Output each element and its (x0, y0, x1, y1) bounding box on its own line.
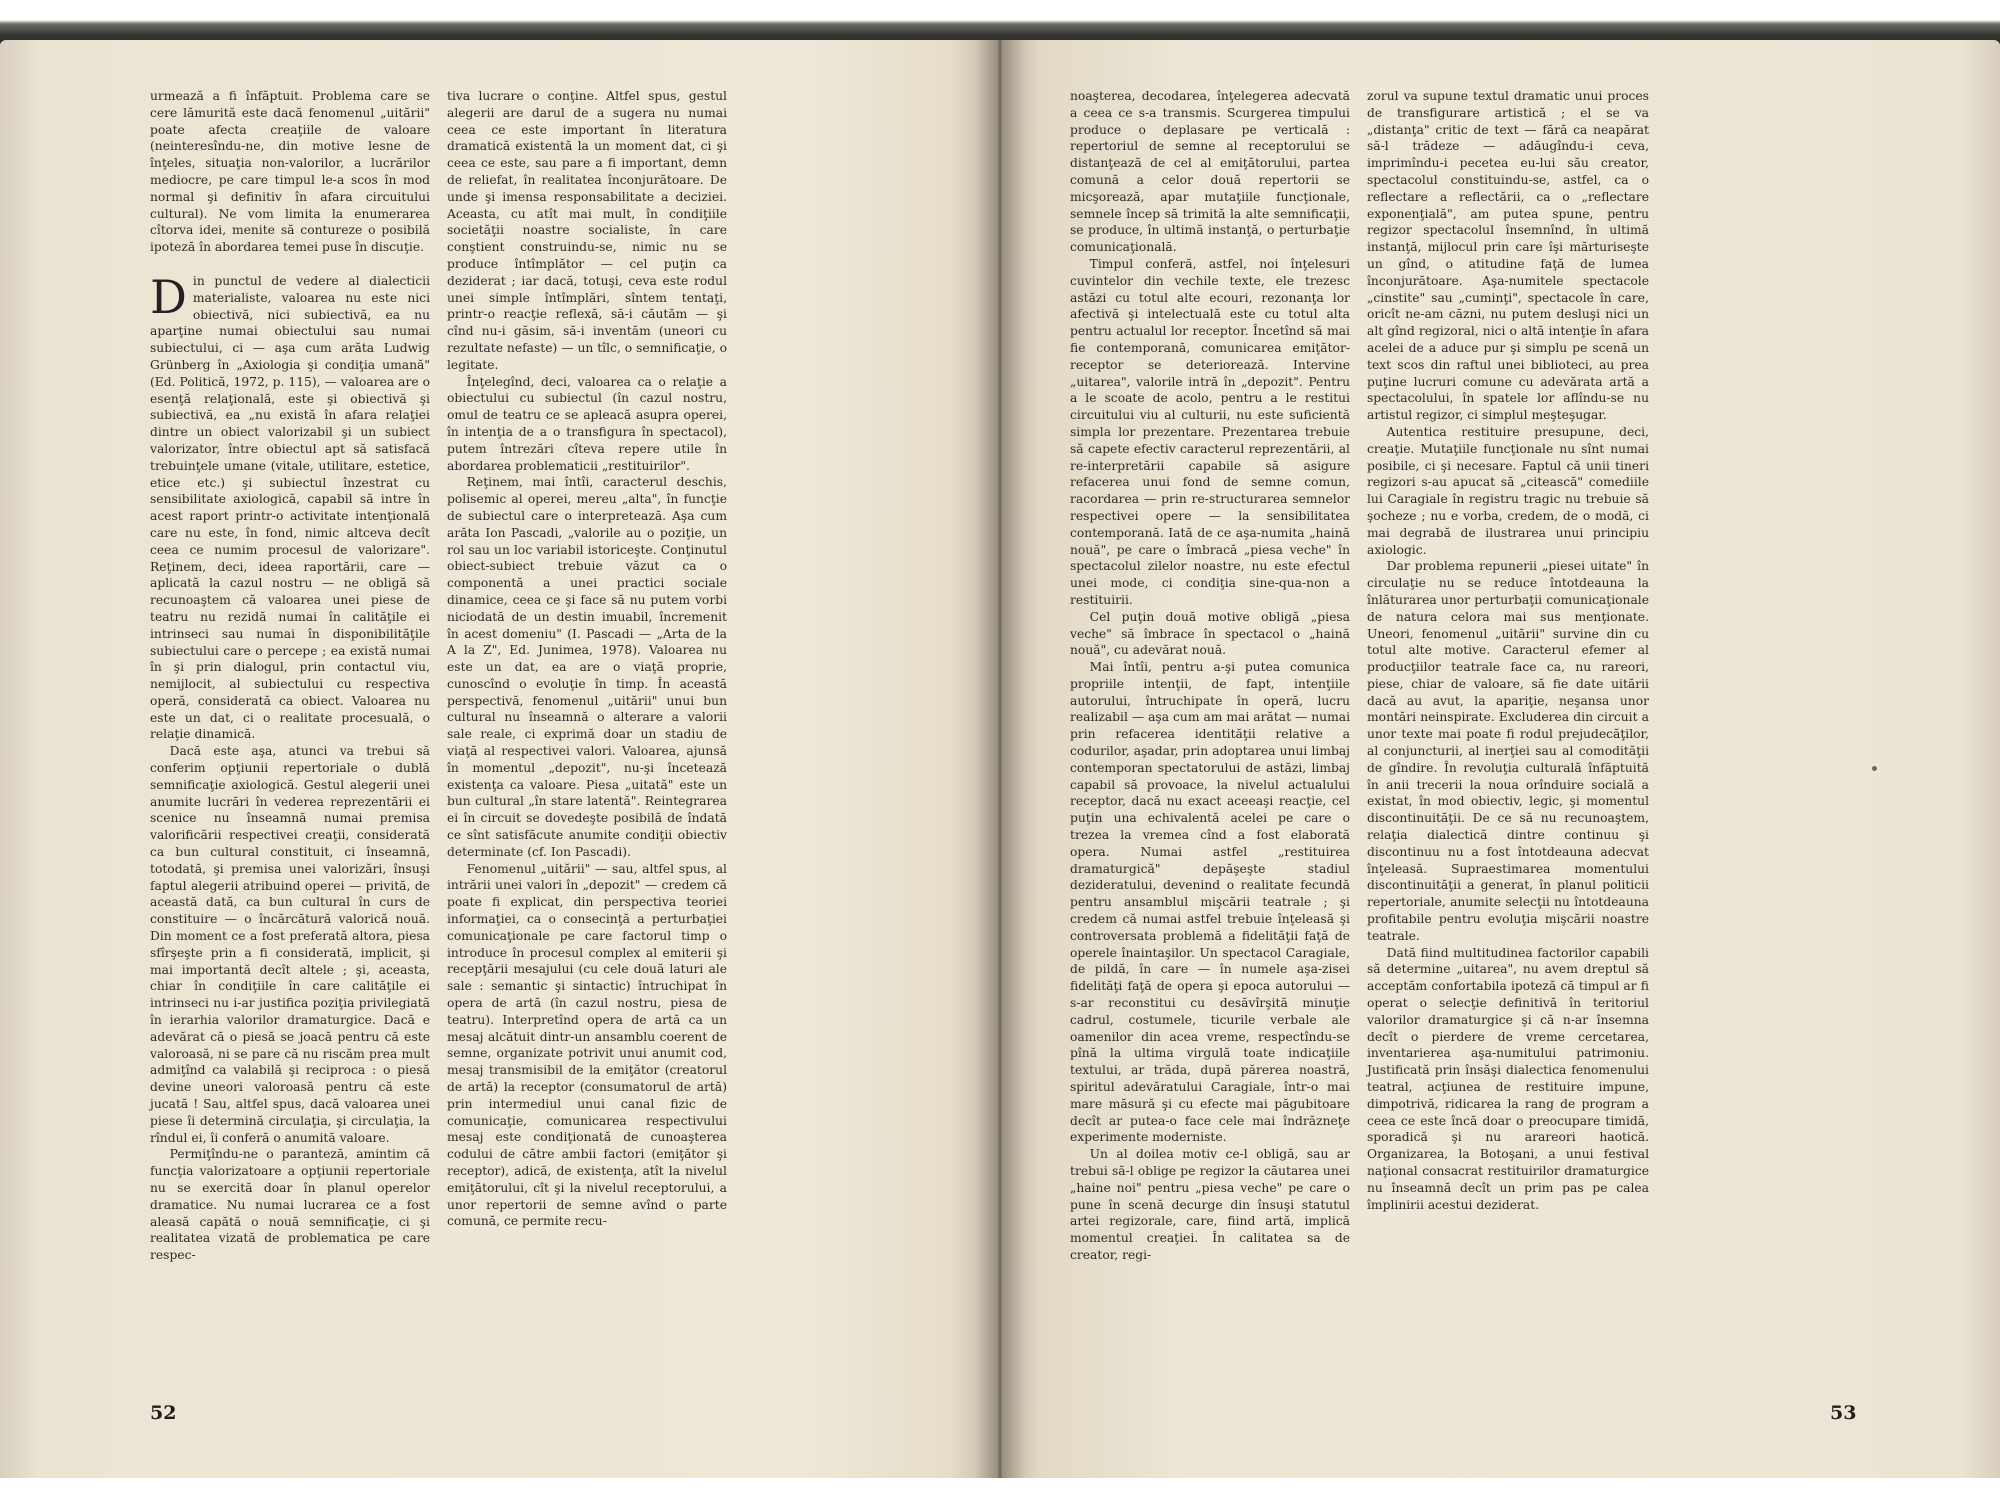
paragraph: Fenomenul „uitării" — sau, altfel spus, al intrării unei valori în „depozit" — credem că poate fi explicat, din perspectiva teoriei informaţiei, ca o consecinţă a perturbaţiei comunicaţionale pe care factorul timp o introduce în procesul complex al emiterii şi recepţării mesajului (cu cele două laturi ale sale : semantic şi sintactic) întruchipat în opera de artă (în cazul nostru, piesa de teatru). Interpretînd opera de artă ca un mesaj alcătuit dintr-un ansamblu coerent de semne, organizate potrivit unui anumit cod, mesaj transmisibil de la emiţător (creatorul de artă) la receptor (consumatorul de artă) prin intermediul unui canal fizic de comunicaţie, comunicarea respectivului mesaj este condiţionată de cunoaşterea codului de către ambii factori (emiţător şi receptor), adică, de existenţa, atît la nivelul emiţătorului, cît şi la nivelul receptorului, a unor repertorii de semne avînd o parte comună, ce permite recu- (447, 861, 727, 1229)
paragraph: noaşterea, decodarea, înţelegerea adecvată a ceea ce s-a transmis. Scurgerea timpului produce o deplasare pe verticală : repertoriul de semne al receptorului se distanţează de cel al emiţătorului, partea comună a celor două repertorii se micşorează, apar mutaţiile funcţionale, semnele încep să trimită la alte semnificaţii, se produce, în ultimă instanţă, o perturbaţie comunicaţională. (1070, 89, 1350, 255)
drop-cap-letter: D (150, 269, 187, 324)
paragraph: tiva lucrare o conţine. Altfel spus, gestul alegerii are darul de a sugera nu numai ceea ce este important în literatura dramatică existentă la un moment dat, ci şi ceea ce este, sau pare a fi important, demn de reliefat, în realitatea înconjurătoare. De unde şi imensa responsabilitate a deciziei. Aceasta, cu atît mai mult, în condiţiile societăţii noastre socialiste, în care conştient construindu-se, nimic nu se produce întîmplător — cel puţin ca deziderat ; iar dacă, totuşi, ceva este rodul unei simple întîmplări, sîntem tentaţi, printr-o reacţie reflexă, să-i căutăm — şi cînd nu-i găsim, să-i inventăm (uneori cu rezultate nefaste) — un tîlc, o semnificaţie, o legitate. (447, 89, 727, 372)
page-number-right: 53 (1830, 1402, 1857, 1424)
paragraph: Dar problema repunerii „piesei uitate" în circulaţie nu se reduce întotdeauna la înlăturarea unor perturbaţii comunicaţionale de natura celora mai sus menţionate. Uneori, fenomenul „uitării" survine din cu totul alte motive. Caracterul efemer al producţiilor teatrale face ca, nu rareori, piese, chiar de valoare, să fie date uitării dacă au avut, la apariţie, neşansa unor montări neinspirate. Excluderea din circuit a unor texte mai poate fi rodul prejudecăţilor, al conjuncturii, al inerţiei sau al comodităţii de gîndire. În revoluţia culturală înfăptuită în anii trecerii la noua orînduire socială a existat, în mod obiectiv, legic, şi momentul discontinuităţii. De ce să nu recunoaştem, relaţia dialectică dintre continuu şi discontinuu nu a fost întotdeauna adecvat înţeleasă. Supraestimarea momentului discontinuităţii a generat, în planul politicii repertoriale, anumite selecţii nu întotdeauna profitabile pentru evoluţia mişcării noastre teatrale. (1367, 559, 1649, 943)
paragraph: Mai întîi, pentru a-şi putea comunica propriile intenţii, de fapt, intenţiile autorului, întruchipate în operă, lucru realizabil — aşa cum am mai arătat — numai prin refacerea identităţii relative a codurilor, aşadar, prin adoptarea unui limbaj contemporan spectatorului de astăzi, limbaj capabil să provoace, la nivelul actualului receptor, dacă nu exact aceeaşi reacţie, cel puţin una echivalentă acelei pe care o trezea la vremea cînd a fost elaborată opera. Numai astfel „restituirea dramaturgică" depăşeşte stadiul dezideratului, devenind o realitate fecundă pentru ansamblul mişcării teatrale ; şi credem că numai astfel trebuie înţeleasă şi controversata problemă a fidelităţii faţă de operele înaintaşilor. Un spectacol Caragiale, de pildă, în care — în numele aşa-zisei fidelităţi faţă de opera şi epoca autorului — s-ar reconstitui cu desăvîrşită minuţie cadrul, costumele, ticurile verbale ale oamenilor din acea vreme, respectîndu-se pînă la ultima virgulă toate indicaţiile textului, ar trăda, după părerea noastră, spiritul adevăratului Caragiale, într-o mai mare măsură şi cu efecte mai păgubitoare decît ar putea-o face cele mai îndrăzneţe experimente moderniste. (1070, 660, 1350, 1145)
page-number-left: 52 (150, 1402, 177, 1424)
paragraph: Reţinem, mai întîi, caracterul deschis, polisemic al operei, mereu „alta", în funcţie de subiectul care o interpretează. Aşa cum arăta Ion Pascadi, „valorile au o poziţie, un rol sau un loc variabil istoriceşte. Conţinutul obiect-subiect trebuie văzut ca o componentă a unei practici sociale dinamice, ceea ce şi face să nu putem vorbi niciodată de un destin imuabil, încremenit în acest domeniu" (I. Pascadi — „Arta de la A la Z", Ed. Junimea, 1978). Valoarea nu este un dat, ea are o viaţă proprie, cunoscînd o evoluţie în timp. În această perspectivă, fenomenul „uitării" unui bun cultural nu înseamnă o alterare a valorii sale reale, ci exprimă doar un stadiu de viaţă al respectivei valori. Valoarea, ajunsă în momentul „depozit", nu-şi încetează existenţa ca valoare. Piesa „uitată" este un bun cultural „în stare latentă". Reintegrarea ei în circuit se dovedeşte posibilă de îndată ce sînt satisfăcute anumite condiţii obiectiv determinate (cf. Ion Pascadi). (447, 475, 727, 859)
left-page-column-1 (150, 88, 430, 1264)
right-page-column-1 (1070, 88, 1350, 1264)
paper-speck (1872, 766, 1877, 771)
paragraph: Cel puţin două motive obligă „piesa veche" să îmbrace în spectacol o „haină nouă", cu adevărat nouă. (1070, 609, 1350, 658)
paragraph-with-dropcap (150, 269, 430, 743)
paragraph: Permiţîndu-ne o paranteză, amintim că funcţia valorizatoare a opţiunii repertoriale nu se exercită doar în planul operelor dramatice. Nu numai lucrarea ce a fost aleasă capătă o nouă semnificaţie, ci şi realitatea vizată de problematica pe care respec- (150, 1147, 430, 1263)
left-page-column-2 (447, 88, 727, 1230)
paragraph: Timpul conferă, astfel, noi înţelesuri cuvintelor din vechile texte, ele trezesc astăzi cu totul alte ecouri, rezonanţa lor afectivă şi intelectuală este cu totul alta pentru actualul lor receptor. Încetînd să mai fie contemporană, comunicarea emiţător-receptor se deteriorează. Intervine „uitarea", valorile intră în „depozit". Pentru a le scoate de acolo, pentru a le restitui circuitului viu al culturii, nu este suficientă simpla lor prezentare. Prezentarea trebuie să capete efectiv caracterul reprezentării, al re-interpretării capabile să asigure refacerea unui fond de semne comun, racordarea — prin re-structurarea semnelor respectivei opere — la sensibilitatea contemporană. Iată de ce aşa-numita „haină nouă", pe care o îmbracă „piesa veche" în spectacolul zilelor noastre, nu este efectul unei mode, ci condiţia sine-qua-non a restituirii. (1070, 256, 1350, 607)
book-cover-edge (0, 0, 2000, 44)
paragraph-text: in punctul de vedere al dialecticii materialiste, valoarea nu este nici obiectivă, nici subiectivă, ea nu aparţine numai obiectului sau numai subiectului, ci — aşa cum arăta Ludwig Grünberg în „Axiologia şi condiţia umană" (Ed. Politică, 1972, p. 115), — valoarea are o esenţă relaţională, este şi obiectivă şi subiectivă, ea „nu există în afara relaţiei dintre un obiect valorizabil şi un subiect valorizator, între obiectul apt să satisfacă trebuinţele umane (vitale, utilitare, estetice, etice etc.) şi subiectul înzestrat cu sensibilitate axiologică, capabil să intre în acest raport printr-o activitate intenţională care nu este, în fond, nimic altceva decît ceea ce numim procesul de valorizare". Reţinem, deci, ideea raportării, care — aplicată la cazul nostru — ne obligă să recunoaştem că valoarea unei piese de teatru nu rezidă numai în calităţile ei intrinseci sau numai în disponibilităţile subiectului care o percepe ; ea există numai în şi prin dialogul, prin contactul viu, nemijlocit, al subiectului cu respectiva operă, considerată ca obiect. Valoarea nu este un dat, ci o realitate procesuală, o relaţie dinamică. (150, 273, 430, 742)
right-page-column-2 (1367, 88, 1649, 1213)
paragraph: zorul va supune textul dramatic unui proces de transfigurare artistică ; el se va „distanţa" critic de text — fără ca neapărat să-l trădeze — adăugîndu-i ceva, imprimîndu-i pecetea eu-lui său creator, spectacolul constituindu-se, astfel, ca o reflectare a reflectării, ca o „reflectare exponenţială", am putea spune, pentru regizor spectacolul însemnînd, în ultimă instanţă, mijlocul prin care îşi mărturiseşte un gînd, o atitudine faţă de lumea înconjurătoare. Aşa-numitele spectacole „cinstite" sau „cuminţi", spectacole în care, oricît ne-am căzni, nu putem desluşi nici un alt gînd regizoral, nici o altă intenţie în afara acelei de a aduce pur şi simplu pe scenă un text scos din raftul unei biblioteci, au prea puţine lucruri comune cu adevărata artă a spectacolului, în spatele lor aflîndu-se nu artistul regizor, ci simplul meşteşugar. (1367, 89, 1649, 423)
paragraph: Autentica restituire presupune, deci, creaţie. Mutaţiile funcţionale nu sînt numai posibile, ci şi necesare. Faptul că unii tineri regizori s-au apucat să „citească" comediile lui Caragiale în registru tragic nu trebuie să şocheze ; nu e vorba, credem, de o modă, ci mai degrabă de ilustrarea unui principiu axiologic. (1367, 424, 1649, 557)
book-spine (975, 40, 1025, 1480)
page-bottom-margin (0, 1478, 2000, 1498)
section-break (150, 256, 430, 273)
paragraph: urmează a fi înfăptuit. Problema care se cere lămurită este dacă fenomenul „uitării" poate afecta creaţiile de valoare (neinteresîndu-ne, din motive lesne de înţeles, situaţia non-valorilor, a lucrărilor mediocre, pe care timpul le-a scos în mod normal şi definitiv în afara circuitului cultural). Ne vom limita la enumerarea cîtorva idei, menite să contureze o posibilă ipoteză în abordarea temei puse în discuţie. (150, 89, 430, 255)
paragraph: Înţelegînd, deci, valoarea ca o relaţie a obiectului cu subiectul (în cazul nostru, omul de teatru ce se apleacă asupra operei, în intenţia de a o transfigura în spectacol), putem întrezări cîteva repere utile în abordarea problematicii „restituirilor". (447, 374, 727, 473)
paragraph: Un al doilea motiv ce-l obligă, sau ar trebui să-l oblige pe regizor la căutarea unei „haine noi" pentru „piesa veche" pe care o pune în scenă decurge din însuşi statutul artei regizorale, care, fiind artă, implică momentul creaţiei. În calitatea sa de creator, regi- (1070, 1147, 1350, 1262)
paragraph: Dată fiind multitudinea factorilor capabili să determine „uitarea", nu avem dreptul să acceptăm confortabila ipoteză că timpul ar fi operat o selecţie definitivă în teritoriul valorilor dramaturgice şi că n-ar însemna decît o pierdere de vreme cercetarea, inventarierea aşa-numitului patrimoniu. Justificată prin însăşi dialectica fenomenului teatral, acţiunea de restituire impune, dimpotrivă, ridicarea la rang de program a ceea ce este încă doar o preocupare timidă, sporadică şi nu arareori haotică. Organizarea, la Botoşani, a unui festival naţional consacrat restituirilor dramaturgice nu înseamnă decît un prim pas pe calea împlinirii acestui deziderat. (1367, 945, 1649, 1212)
paragraph: Dacă este aşa, atunci va trebui să conferim opţiunii repertoriale o dublă semnificaţie axiologică. Gestul alegerii unei anumite lucrări în vederea reprezentării ei scenice nu înseamnă numai premisa valorificării respectivei creaţii, considerată ca bun cultural constituit, ci înseamnă, totodată, şi premisa unei valorizări, însuşi faptul alegerii atribuind operei — privită, de această dată, ca bun cultural în curs de constituire — o încărcătură valorică nouă. Din moment ce a fost preferată altora, piesa sfîrşeşte prin a fi considerată, implicit, şi mai importantă decît altele ; şi, aceasta, chiar în condiţiile în care calităţile ei intrinseci nu i-ar justifica poziţia privilegiată în ierarhia valorilor dramaturgice. Dacă e adevărat că o piesă se joacă pentru că este valoroasă, ni se pare că nu riscăm prea mult admiţînd ca valabilă şi reciproca : o piesă devine uneori valoroasă pentru că este jucată ! Sau, altfel spus, dacă valoarea unei piese îi determină circulaţia, şi circulaţia, la rîndul ei, îi conferă o anumită valoare. (150, 744, 430, 1145)
